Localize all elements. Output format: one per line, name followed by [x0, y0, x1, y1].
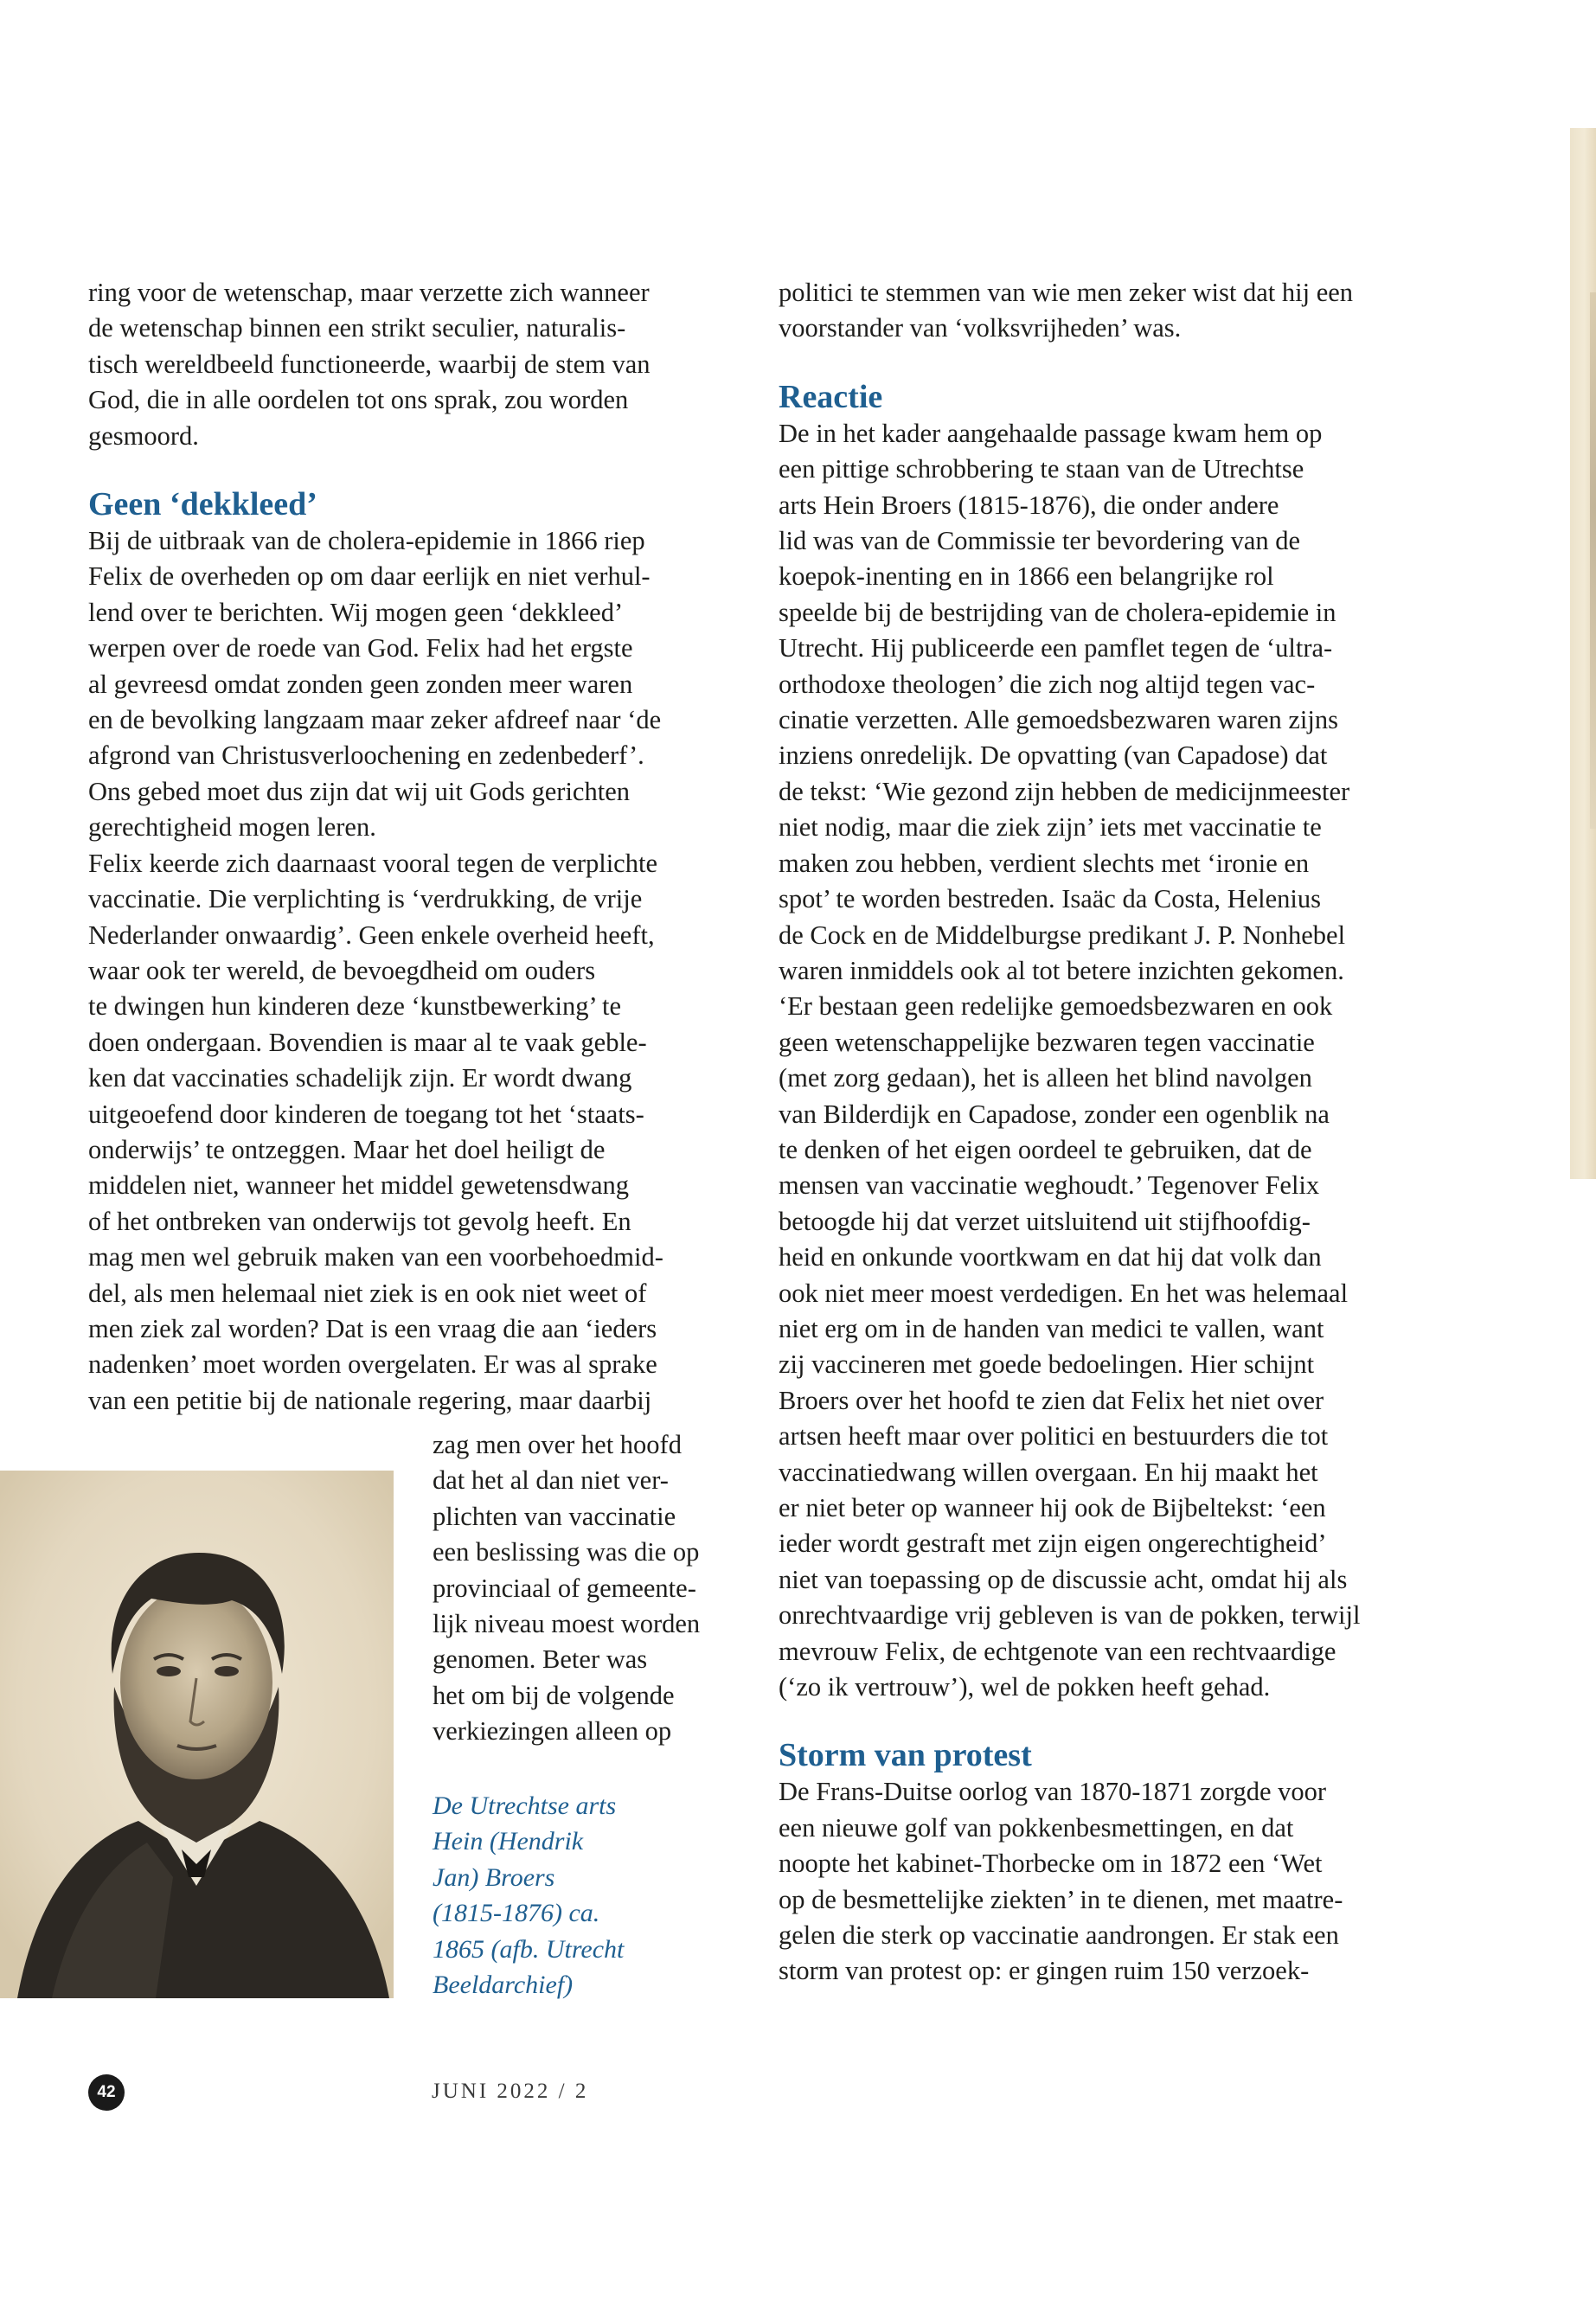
text-line: (‘zo ik vertrouw’), wel de pokken heeft gehad. [779, 1672, 1271, 1702]
text-line: betoogde hij dat verzet uitsluitend uit stijfhoofdig- [779, 1206, 1311, 1236]
text-line: del, als men helemaal niet ziek is en ook niet weet of [88, 1278, 647, 1308]
left-flow-text [433, 1427, 753, 1750]
caption-line: Jan) Broers [433, 1862, 555, 1892]
text-line: politici te stemmen van wie men zeker wist dat hij een [779, 278, 1354, 307]
reactie-section-text [779, 416, 1436, 1706]
text-line: genomen. Beter was [433, 1644, 648, 1675]
text-line: Bij de uitbraak van de cholera-epidemie in 1866 riep [88, 526, 645, 556]
text-line: Felix keerde zich daarnaast vooral tegen de verplichte [88, 848, 657, 878]
text-line: tisch wereldbeeld functioneerde, waarbij de stem van [88, 349, 651, 379]
portrait-engraving-icon [0, 1471, 394, 1998]
text-line: lid was van de Commissie ter bevordering van de [779, 526, 1301, 556]
text-line: van Bilderdijk en Capadose, zonder een ogenblik na [779, 1099, 1330, 1129]
text-line: onderwijs’ te ontzeggen. Maar het doel heiligt de [88, 1134, 606, 1164]
text-line: ken dat vaccinaties schadelijk zijn. Er wordt dwang [88, 1063, 632, 1093]
left-intro-paragraph [88, 275, 746, 454]
text-line: voorstander van ‘volksvrijheden’ was. [779, 313, 1182, 343]
text-line: waren inmiddels ook al tot betere inzichten gekomen. [779, 955, 1344, 985]
right-intro-paragraph [779, 275, 1436, 347]
text-line: de tekst: ‘Wie gezond zijn hebben de medicijnmeester [779, 776, 1350, 806]
text-line: het om bij de volgende [433, 1680, 675, 1710]
text-line: provinciaal of gemeente- [433, 1573, 696, 1603]
text-line: orthodoxe theologen’ die zich nog altijd tegen vac- [779, 669, 1316, 699]
text-line: een nieuwe golf van pokkenbesmettingen, en dat [779, 1812, 1294, 1843]
text-line: speelde bij de bestrijding van de cholera-epidemie in [779, 597, 1336, 627]
text-line: middelen niet, wanneer het middel gewetensdwang [88, 1170, 630, 1201]
text-line: lend over te berichten. Wij mogen geen ‘dekkleed’ [88, 597, 624, 627]
text-line: plichten van vaccinatie [433, 1501, 676, 1531]
issue-label: JUNI 2022 / 2 [432, 2080, 589, 2103]
text-line: inziens onredelijk. De opvatting (van Capadose) dat [779, 740, 1328, 771]
text-line: arts Hein Broers (1815-1876), die onder andere [779, 490, 1279, 520]
text-line: dat het al dan niet ver- [433, 1465, 669, 1496]
text-line: lijk niveau moest worden [433, 1609, 701, 1639]
text-line: God, die in alle oordelen tot ons sprak, zou worden [88, 385, 629, 415]
storm-section-text [779, 1774, 1436, 1989]
text-line: uitgeoefend door kinderen de toegang tot het ‘staats- [88, 1099, 644, 1129]
text-line: een pittige schrobbering te staan van de Utrechtse [779, 454, 1304, 484]
section-heading-storm-van-protest: Storm van protest [779, 1737, 1032, 1774]
text-line: zag men over het hoofd [433, 1430, 682, 1459]
text-line: werpen over de roede van God. Felix had het ergste [88, 633, 633, 663]
caption-line: Hein (Hendrik [433, 1827, 584, 1856]
text-line: storm van protest op: er gingen ruim 150 verzoek- [779, 1956, 1310, 1986]
text-line: te dwingen hun kinderen deze ‘kunstbewerking’ te [88, 991, 622, 1022]
text-line: van een petitie bij de nationale regering, maar daarbij [88, 1385, 652, 1415]
text-line: en de bevolking langzaam maar zeker afdreef naar ‘de [88, 705, 662, 735]
portrait-image [0, 1471, 394, 1998]
caption-line: (1815-1876) ca. [433, 1899, 600, 1928]
portrait-caption [433, 1788, 744, 2003]
text-line: verkiezingen alleen op [433, 1716, 672, 1747]
text-line: ‘Er bestaan geen redelijke gemoedsbezwaren en ook [779, 991, 1333, 1022]
text-line: een beslissing was die op [433, 1537, 700, 1567]
text-line: mag men wel gebruik maken van een voorbehoedmid- [88, 1242, 663, 1272]
text-line: (met zorg gedaan), het is alleen het blind navolgen [779, 1063, 1312, 1093]
text-line: doen ondergaan. Bovendien is maar al te vaak geble- [88, 1027, 647, 1057]
text-line: Ons gebed moet dus zijn dat wij uit Gods gerichten [88, 776, 630, 806]
text-line: of het ontbreken van onderwijs tot gevolg heeft. En [88, 1206, 631, 1236]
text-line: gerechtigheid mogen leren. [88, 812, 376, 843]
page-number-badge: 42 [88, 2074, 125, 2111]
adjacent-page-edge [1570, 128, 1596, 1179]
text-line: De in het kader aangehaalde passage kwam hem op [779, 418, 1323, 448]
caption-line: De Utrechtse arts [433, 1791, 617, 1820]
caption-line: Beeldarchief) [433, 1971, 574, 2000]
text-line: ook niet meer moest verdedigen. En het was helemaal [779, 1278, 1349, 1308]
left-body-text [88, 523, 746, 1419]
text-line: maken zou hebben, verdient slechts met ‘ironie en [779, 848, 1310, 878]
text-line: zij vaccineren met goede bedoelingen. Hier schijnt [779, 1349, 1315, 1380]
text-line: afgrond van Christusverloochening en zedenbederf’. [88, 740, 644, 771]
text-line: gesmoord. [88, 420, 199, 451]
text-line: gelen die sterk op vaccinatie aandrongen. Er stak een [779, 1920, 1339, 1951]
text-line: ieder wordt gestraft met zijn eigen ongerechtigheid’ [779, 1529, 1327, 1559]
text-line: vaccinatie. Die verplichting is ‘verdrukking, de vrije [88, 884, 643, 914]
text-line: mensen van vaccinatie weghoudt.’ Tegenover Felix [779, 1170, 1320, 1201]
text-line: de Cock en de Middelburgse predikant J. P. Nonhebel [779, 920, 1346, 950]
section-heading-reactie: Reactie [779, 378, 883, 415]
text-line: cinatie verzetten. Alle gemoedsbezwaren waren zijns [779, 705, 1338, 735]
left-column [88, 275, 746, 1419]
text-line: de wetenschap binnen een strikt seculier, naturalis- [88, 313, 626, 343]
section-heading-geen-dekkleed: Geen ‘dekkleed’ [88, 486, 317, 523]
text-line: op de besmettelijke ziekten’ in te dienen, met maatre- [779, 1884, 1343, 1914]
text-line: Utrecht. Hij publiceerde een pamflet tegen de ‘ultra- [779, 633, 1333, 663]
text-line: geen wetenschappelijke bezwaren tegen vaccinatie [779, 1027, 1315, 1057]
text-line: Felix de overheden op om daar eerlijk en niet verhul- [88, 561, 651, 592]
text-line: al gevreesd omdat zonden geen zonden meer waren [88, 669, 633, 699]
text-line: onrechtvaardige vrij gebleven is van de pokken, terwijl [779, 1600, 1361, 1631]
text-line: noopte het kabinet-Thorbecke om in 1872 een ‘Wet [779, 1849, 1323, 1879]
text-line: niet nodig, maar die ziek zijn’ iets met vaccinatie te [779, 812, 1322, 843]
text-line: er niet beter op wanneer hij ook de Bijbeltekst: ‘een [779, 1493, 1326, 1522]
text-line: te denken of het eigen oordeel te gebruiken, dat de [779, 1134, 1312, 1164]
right-column [779, 275, 1436, 1990]
text-line: koepok-inenting en in 1866 een belangrijke rol [779, 561, 1274, 592]
caption-line: 1865 (afb. Utrecht [433, 1934, 625, 1964]
text-line: Broers over het hoofd te zien dat Felix het niet over [779, 1385, 1324, 1415]
text-line: ring voor de wetenschap, maar verzette zich wanneer [88, 278, 650, 307]
text-line: waar ook ter wereld, de bevoegdheid om ouders [88, 955, 596, 985]
text-line: nadenken’ moet worden overgelaten. Er was al sprake [88, 1349, 657, 1380]
text-line: men ziek zal worden? Dat is een vraag die aan ‘ieders [88, 1313, 657, 1343]
text-line: artsen heeft maar over politici en bestuurders die tot [779, 1421, 1329, 1452]
text-line: spot’ te worden bestreden. Isaäc da Costa, Helenius [779, 884, 1322, 914]
text-line: mevrouw Felix, de echtgenote van een rechtvaardige [779, 1636, 1336, 1666]
text-line: niet erg om in de handen van medici te vallen, want [779, 1313, 1324, 1343]
text-line: Nederlander onwaardig’. Geen enkele overheid heeft, [88, 920, 655, 950]
text-line: heid en onkunde voortkwam en dat hij dat volk dan [779, 1242, 1322, 1272]
text-line: vaccinatiedwang willen overgaan. En hij maakt het [779, 1457, 1318, 1487]
text-line: De Frans-Duitse oorlog van 1870-1871 zorgde voor [779, 1777, 1327, 1807]
text-line: niet van toepassing op de discussie acht, omdat hij als [779, 1564, 1348, 1594]
